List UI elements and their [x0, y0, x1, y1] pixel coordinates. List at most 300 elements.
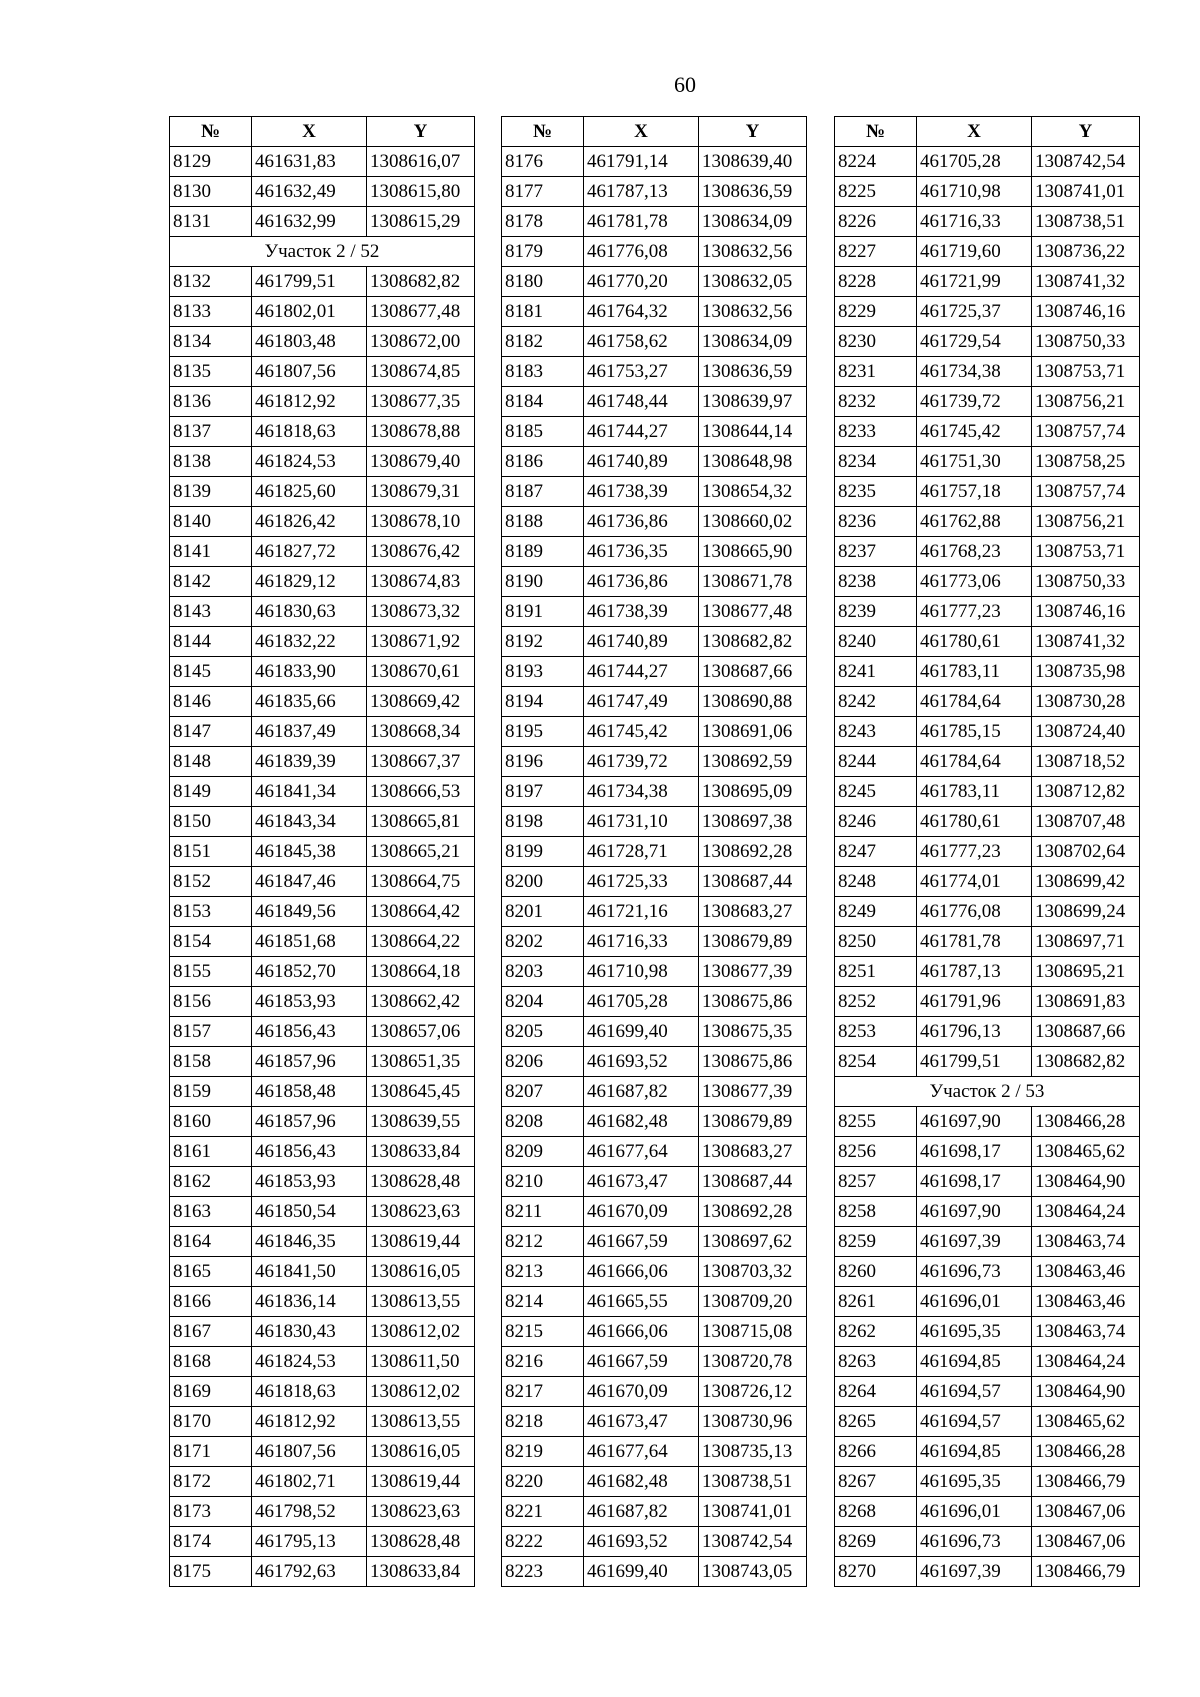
x-coordinate-cell: 461832,22	[252, 627, 367, 657]
y-coordinate-cell: 1308738,51	[699, 1467, 807, 1497]
point-number-cell: 8225	[835, 177, 917, 207]
point-number-cell: 8257	[835, 1167, 917, 1197]
table-row	[835, 1347, 1140, 1377]
x-coordinate-cell: 461734,38	[584, 777, 699, 807]
point-number-cell: 8238	[835, 567, 917, 597]
y-coordinate-cell: 1308634,09	[699, 207, 807, 237]
y-coordinate-cell: 1308616,07	[367, 147, 475, 177]
x-coordinate-cell: 461696,01	[917, 1287, 1032, 1317]
point-number-cell: 8259	[835, 1227, 917, 1257]
point-number-cell: 8217	[502, 1377, 584, 1407]
x-coordinate-cell: 461826,42	[252, 507, 367, 537]
point-number-cell: 8165	[170, 1257, 252, 1287]
table-header-row	[502, 117, 807, 147]
coordinates-table-3	[834, 116, 1140, 1587]
point-number-cell: 8250	[835, 927, 917, 957]
x-coordinate-cell: 461853,93	[252, 987, 367, 1017]
x-coordinate-cell: 461757,18	[917, 477, 1032, 507]
point-number-cell: 8192	[502, 627, 584, 657]
y-coordinate-cell: 1308726,12	[699, 1377, 807, 1407]
table-row	[835, 567, 1140, 597]
point-number-cell: 8215	[502, 1317, 584, 1347]
point-number-cell: 8191	[502, 597, 584, 627]
point-number-cell: 8137	[170, 417, 252, 447]
point-number-cell: 8236	[835, 507, 917, 537]
x-coordinate-cell: 461807,56	[252, 357, 367, 387]
x-coordinate-cell: 461687,82	[584, 1497, 699, 1527]
x-coordinate-cell: 461693,52	[584, 1527, 699, 1557]
table-row	[835, 327, 1140, 357]
y-coordinate-cell: 1308616,05	[367, 1437, 475, 1467]
point-number-cell: 8160	[170, 1107, 252, 1137]
column-header-x: X	[917, 117, 1032, 147]
table-row	[835, 747, 1140, 777]
point-number-cell: 8206	[502, 1047, 584, 1077]
point-number-cell: 8167	[170, 1317, 252, 1347]
y-coordinate-cell: 1308682,82	[699, 627, 807, 657]
y-coordinate-cell: 1308675,86	[699, 987, 807, 1017]
point-number-cell: 8166	[170, 1287, 252, 1317]
point-number-cell: 8150	[170, 807, 252, 837]
x-coordinate-cell: 461677,64	[584, 1437, 699, 1467]
y-coordinate-cell: 1308664,18	[367, 957, 475, 987]
y-coordinate-cell: 1308667,37	[367, 747, 475, 777]
table-row	[170, 747, 475, 777]
y-coordinate-cell: 1308720,78	[699, 1347, 807, 1377]
table-row	[170, 1137, 475, 1167]
table-row	[502, 1497, 807, 1527]
x-coordinate-cell: 461694,57	[917, 1407, 1032, 1437]
point-number-cell: 8175	[170, 1557, 252, 1587]
x-coordinate-cell: 461858,48	[252, 1077, 367, 1107]
x-coordinate-cell: 461697,39	[917, 1227, 1032, 1257]
x-coordinate-cell: 461738,39	[584, 597, 699, 627]
table-row	[502, 207, 807, 237]
x-coordinate-cell: 461850,54	[252, 1197, 367, 1227]
y-coordinate-cell: 1308615,80	[367, 177, 475, 207]
x-coordinate-cell: 461857,96	[252, 1047, 367, 1077]
table-row	[170, 1197, 475, 1227]
y-coordinate-cell: 1308741,32	[1032, 627, 1140, 657]
table-row	[502, 1467, 807, 1497]
table-row	[170, 507, 475, 537]
point-number-cell: 8249	[835, 897, 917, 927]
point-number-cell: 8186	[502, 447, 584, 477]
point-number-cell: 8134	[170, 327, 252, 357]
x-coordinate-cell: 461667,59	[584, 1347, 699, 1377]
x-coordinate-cell: 461697,90	[917, 1107, 1032, 1137]
point-number-cell: 8218	[502, 1407, 584, 1437]
x-coordinate-cell: 461721,99	[917, 267, 1032, 297]
point-number-cell: 8155	[170, 957, 252, 987]
x-coordinate-cell: 461795,13	[252, 1527, 367, 1557]
point-number-cell: 8224	[835, 147, 917, 177]
table-row	[835, 927, 1140, 957]
x-coordinate-cell: 461739,72	[917, 387, 1032, 417]
y-coordinate-cell: 1308746,16	[1032, 597, 1140, 627]
point-number-cell: 8230	[835, 327, 917, 357]
y-coordinate-cell: 1308691,83	[1032, 987, 1140, 1017]
table-row	[835, 1527, 1140, 1557]
point-number-cell: 8162	[170, 1167, 252, 1197]
y-coordinate-cell: 1308654,32	[699, 477, 807, 507]
table-row	[170, 1077, 475, 1107]
table-row	[170, 567, 475, 597]
table-row	[835, 1167, 1140, 1197]
y-coordinate-cell: 1308750,33	[1032, 567, 1140, 597]
y-coordinate-cell: 1308679,89	[699, 927, 807, 957]
point-number-cell: 8255	[835, 1107, 917, 1137]
column-header-number: №	[502, 117, 584, 147]
y-coordinate-cell: 1308718,52	[1032, 747, 1140, 777]
y-coordinate-cell: 1308673,32	[367, 597, 475, 627]
point-number-cell: 8149	[170, 777, 252, 807]
point-number-cell: 8181	[502, 297, 584, 327]
point-number-cell: 8188	[502, 507, 584, 537]
point-number-cell: 8243	[835, 717, 917, 747]
page-number: 60	[674, 72, 696, 97]
x-coordinate-cell: 461682,48	[584, 1107, 699, 1137]
point-number-cell: 8129	[170, 147, 252, 177]
table-row	[170, 987, 475, 1017]
y-coordinate-cell: 1308683,27	[699, 897, 807, 927]
y-coordinate-cell: 1308665,21	[367, 837, 475, 867]
x-coordinate-cell: 461747,49	[584, 687, 699, 717]
x-coordinate-cell: 461780,61	[917, 627, 1032, 657]
coordinates-table-2	[501, 116, 807, 1587]
point-number-cell: 8256	[835, 1137, 917, 1167]
point-number-cell: 8244	[835, 747, 917, 777]
y-coordinate-cell: 1308672,00	[367, 327, 475, 357]
y-coordinate-cell: 1308703,32	[699, 1257, 807, 1287]
x-coordinate-cell: 461725,33	[584, 867, 699, 897]
point-number-cell: 8171	[170, 1437, 252, 1467]
table-row	[835, 357, 1140, 387]
point-number-cell: 8226	[835, 207, 917, 237]
y-coordinate-cell: 1308639,97	[699, 387, 807, 417]
x-coordinate-cell: 461856,43	[252, 1017, 367, 1047]
y-coordinate-cell: 1308463,74	[1032, 1227, 1140, 1257]
table-row	[502, 147, 807, 177]
y-coordinate-cell: 1308633,84	[367, 1557, 475, 1587]
y-coordinate-cell: 1308741,01	[699, 1497, 807, 1527]
point-number-cell: 8265	[835, 1407, 917, 1437]
x-coordinate-cell: 461783,11	[917, 657, 1032, 687]
x-coordinate-cell: 461698,17	[917, 1167, 1032, 1197]
point-number-cell: 8198	[502, 807, 584, 837]
x-coordinate-cell: 461687,82	[584, 1077, 699, 1107]
point-number-cell: 8146	[170, 687, 252, 717]
y-coordinate-cell: 1308464,24	[1032, 1197, 1140, 1227]
table-row	[502, 1047, 807, 1077]
x-coordinate-cell: 461837,49	[252, 717, 367, 747]
table-row	[502, 657, 807, 687]
table-row	[502, 987, 807, 1017]
x-coordinate-cell: 461839,39	[252, 747, 367, 777]
y-coordinate-cell: 1308615,29	[367, 207, 475, 237]
point-number-cell: 8203	[502, 957, 584, 987]
point-number-cell: 8173	[170, 1497, 252, 1527]
table-row	[502, 1167, 807, 1197]
table-row	[170, 1227, 475, 1257]
table-row	[835, 1257, 1140, 1287]
point-number-cell: 8153	[170, 897, 252, 927]
x-coordinate-cell: 461632,99	[252, 207, 367, 237]
x-coordinate-cell: 461736,35	[584, 537, 699, 567]
y-coordinate-cell: 1308692,59	[699, 747, 807, 777]
table-row	[502, 897, 807, 927]
point-number-cell: 8187	[502, 477, 584, 507]
y-coordinate-cell: 1308707,48	[1032, 807, 1140, 837]
y-coordinate-cell: 1308677,48	[367, 297, 475, 327]
y-coordinate-cell: 1308671,92	[367, 627, 475, 657]
table-row	[502, 507, 807, 537]
table-row	[502, 1137, 807, 1167]
x-coordinate-cell: 461802,71	[252, 1467, 367, 1497]
x-coordinate-cell: 461696,73	[917, 1257, 1032, 1287]
y-coordinate-cell: 1308699,42	[1032, 867, 1140, 897]
y-coordinate-cell: 1308756,21	[1032, 507, 1140, 537]
y-coordinate-cell: 1308697,38	[699, 807, 807, 837]
point-number-cell: 8178	[502, 207, 584, 237]
point-number-cell: 8199	[502, 837, 584, 867]
point-number-cell: 8223	[502, 1557, 584, 1587]
point-number-cell: 8182	[502, 327, 584, 357]
point-number-cell: 8135	[170, 357, 252, 387]
y-coordinate-cell: 1308466,79	[1032, 1557, 1140, 1587]
table-row	[502, 417, 807, 447]
y-coordinate-cell: 1308712,82	[1032, 777, 1140, 807]
table-row	[835, 537, 1140, 567]
x-coordinate-cell: 461751,30	[917, 447, 1032, 477]
point-number-cell: 8214	[502, 1287, 584, 1317]
table-row	[835, 807, 1140, 837]
y-coordinate-cell: 1308612,02	[367, 1377, 475, 1407]
table-row	[170, 1497, 475, 1527]
point-number-cell: 8258	[835, 1197, 917, 1227]
y-coordinate-cell: 1308677,39	[699, 1077, 807, 1107]
table-row	[835, 387, 1140, 417]
y-coordinate-cell: 1308628,48	[367, 1167, 475, 1197]
x-coordinate-cell: 461787,13	[584, 177, 699, 207]
table-row	[502, 1197, 807, 1227]
point-number-cell: 8201	[502, 897, 584, 927]
table-row	[835, 1227, 1140, 1257]
x-coordinate-cell: 461694,85	[917, 1437, 1032, 1467]
table-row	[170, 717, 475, 747]
table-row	[835, 897, 1140, 927]
point-number-cell: 8263	[835, 1347, 917, 1377]
point-number-cell: 8266	[835, 1437, 917, 1467]
point-number-cell: 8209	[502, 1137, 584, 1167]
y-coordinate-cell: 1308674,85	[367, 357, 475, 387]
table-row	[170, 657, 475, 687]
y-coordinate-cell: 1308682,82	[1032, 1047, 1140, 1077]
table-row	[835, 1377, 1140, 1407]
table-row	[170, 1527, 475, 1557]
table-row	[502, 1407, 807, 1437]
x-coordinate-cell: 461682,48	[584, 1467, 699, 1497]
table-row	[502, 387, 807, 417]
x-coordinate-cell: 461764,32	[584, 297, 699, 327]
table-row	[502, 687, 807, 717]
y-coordinate-cell: 1308657,06	[367, 1017, 475, 1047]
y-coordinate-cell: 1308735,98	[1032, 657, 1140, 687]
x-coordinate-cell: 461798,52	[252, 1497, 367, 1527]
y-coordinate-cell: 1308665,81	[367, 807, 475, 837]
y-coordinate-cell: 1308632,56	[699, 237, 807, 267]
point-number-cell: 8161	[170, 1137, 252, 1167]
point-number-cell: 8212	[502, 1227, 584, 1257]
x-coordinate-cell: 461818,63	[252, 1377, 367, 1407]
x-coordinate-cell: 461695,35	[917, 1467, 1032, 1497]
y-coordinate-cell: 1308623,63	[367, 1197, 475, 1227]
x-coordinate-cell: 461799,51	[252, 267, 367, 297]
section-header-row	[170, 237, 475, 267]
column-header-y: Y	[699, 117, 807, 147]
x-coordinate-cell: 461729,54	[917, 327, 1032, 357]
y-coordinate-cell: 1308746,16	[1032, 297, 1140, 327]
table-row	[835, 447, 1140, 477]
x-coordinate-cell: 461731,10	[584, 807, 699, 837]
table-row	[835, 657, 1140, 687]
x-coordinate-cell: 461791,14	[584, 147, 699, 177]
table-row	[835, 987, 1140, 1017]
y-coordinate-cell: 1308467,06	[1032, 1527, 1140, 1557]
x-coordinate-cell: 461695,35	[917, 1317, 1032, 1347]
x-coordinate-cell: 461710,98	[584, 957, 699, 987]
table-row	[502, 537, 807, 567]
table-row	[170, 1377, 475, 1407]
x-coordinate-cell: 461833,90	[252, 657, 367, 687]
x-coordinate-cell: 461807,56	[252, 1437, 367, 1467]
table-row	[502, 1077, 807, 1107]
table-row	[170, 477, 475, 507]
point-number-cell: 8245	[835, 777, 917, 807]
x-coordinate-cell: 461776,08	[584, 237, 699, 267]
y-coordinate-cell: 1308628,48	[367, 1527, 475, 1557]
table-row	[502, 1377, 807, 1407]
x-coordinate-cell: 461670,09	[584, 1197, 699, 1227]
point-number-cell: 8176	[502, 147, 584, 177]
point-number-cell: 8219	[502, 1437, 584, 1467]
x-coordinate-cell: 461748,44	[584, 387, 699, 417]
x-coordinate-cell: 461670,09	[584, 1377, 699, 1407]
table-row	[170, 1557, 475, 1587]
table-row	[835, 207, 1140, 237]
table-row	[502, 567, 807, 597]
y-coordinate-cell: 1308687,44	[699, 1167, 807, 1197]
x-coordinate-cell: 461697,39	[917, 1557, 1032, 1587]
x-coordinate-cell: 461673,47	[584, 1407, 699, 1437]
y-coordinate-cell: 1308742,54	[1032, 147, 1140, 177]
point-number-cell: 8247	[835, 837, 917, 867]
column-header-number: №	[835, 117, 917, 147]
x-coordinate-cell: 461736,86	[584, 567, 699, 597]
table-row	[502, 627, 807, 657]
x-coordinate-cell: 461744,27	[584, 657, 699, 687]
point-number-cell: 8157	[170, 1017, 252, 1047]
table-row	[502, 357, 807, 387]
x-coordinate-cell: 461673,47	[584, 1167, 699, 1197]
point-number-cell: 8194	[502, 687, 584, 717]
y-coordinate-cell: 1308611,50	[367, 1347, 475, 1377]
point-number-cell: 8213	[502, 1257, 584, 1287]
table-row	[170, 627, 475, 657]
x-coordinate-cell: 461836,14	[252, 1287, 367, 1317]
x-coordinate-cell: 461677,64	[584, 1137, 699, 1167]
y-coordinate-cell: 1308683,27	[699, 1137, 807, 1167]
point-number-cell: 8143	[170, 597, 252, 627]
table-row	[835, 1197, 1140, 1227]
y-coordinate-cell: 1308756,21	[1032, 387, 1140, 417]
x-coordinate-cell: 461785,15	[917, 717, 1032, 747]
y-coordinate-cell: 1308678,88	[367, 417, 475, 447]
x-coordinate-cell: 461666,06	[584, 1257, 699, 1287]
table-row	[835, 147, 1140, 177]
point-number-cell: 8159	[170, 1077, 252, 1107]
table-row	[170, 927, 475, 957]
x-coordinate-cell: 461851,68	[252, 927, 367, 957]
x-coordinate-cell: 461705,28	[584, 987, 699, 1017]
y-coordinate-cell: 1308709,20	[699, 1287, 807, 1317]
point-number-cell: 8183	[502, 357, 584, 387]
y-coordinate-cell: 1308648,98	[699, 447, 807, 477]
y-coordinate-cell: 1308679,89	[699, 1107, 807, 1137]
table-row	[502, 1257, 807, 1287]
x-coordinate-cell: 461802,01	[252, 297, 367, 327]
table-row	[502, 267, 807, 297]
point-number-cell: 8148	[170, 747, 252, 777]
x-coordinate-cell: 461841,34	[252, 777, 367, 807]
y-coordinate-cell: 1308668,34	[367, 717, 475, 747]
point-number-cell: 8158	[170, 1047, 252, 1077]
x-coordinate-cell: 461846,35	[252, 1227, 367, 1257]
y-coordinate-cell: 1308715,08	[699, 1317, 807, 1347]
y-coordinate-cell: 1308664,75	[367, 867, 475, 897]
table-row	[502, 1347, 807, 1377]
y-coordinate-cell: 1308724,40	[1032, 717, 1140, 747]
table-row	[170, 297, 475, 327]
column-header-y: Y	[367, 117, 475, 147]
point-number-cell: 8140	[170, 507, 252, 537]
point-number-cell: 8156	[170, 987, 252, 1017]
point-number-cell: 8164	[170, 1227, 252, 1257]
table-row	[502, 807, 807, 837]
point-number-cell: 8240	[835, 627, 917, 657]
y-coordinate-cell: 1308675,86	[699, 1047, 807, 1077]
y-coordinate-cell: 1308741,32	[1032, 267, 1140, 297]
y-coordinate-cell: 1308619,44	[367, 1227, 475, 1257]
x-coordinate-cell: 461849,56	[252, 897, 367, 927]
table-row	[835, 1017, 1140, 1047]
point-number-cell: 8197	[502, 777, 584, 807]
y-coordinate-cell: 1308613,55	[367, 1287, 475, 1317]
x-coordinate-cell: 461774,01	[917, 867, 1032, 897]
y-coordinate-cell: 1308753,71	[1032, 537, 1140, 567]
table-row	[835, 1317, 1140, 1347]
y-coordinate-cell: 1308750,33	[1032, 327, 1140, 357]
y-coordinate-cell: 1308613,55	[367, 1407, 475, 1437]
y-coordinate-cell: 1308463,46	[1032, 1287, 1140, 1317]
point-number-cell: 8151	[170, 837, 252, 867]
point-number-cell: 8154	[170, 927, 252, 957]
table-row	[502, 1227, 807, 1257]
y-coordinate-cell: 1308736,22	[1032, 237, 1140, 267]
table-row	[835, 777, 1140, 807]
x-coordinate-cell: 461725,37	[917, 297, 1032, 327]
table-row	[835, 627, 1140, 657]
